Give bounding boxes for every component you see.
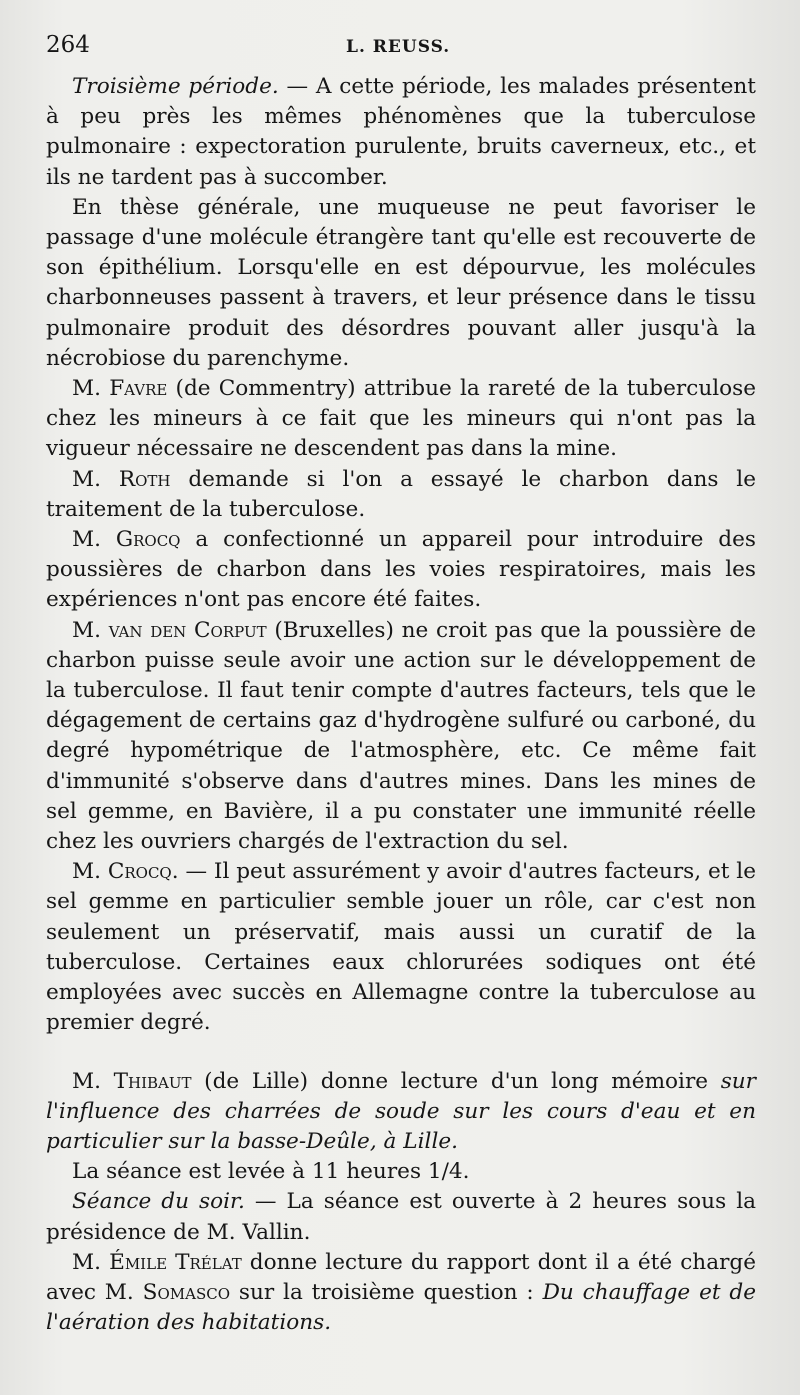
paragraph-p8 <box>46 1067 756 1158</box>
speaker-name: Roth <box>118 466 171 492</box>
paragraph-p7 <box>46 857 756 1038</box>
paragraph-p3 <box>46 374 756 465</box>
paragraph-p10 <box>46 1187 756 1247</box>
speaker-name: Favre <box>109 376 168 402</box>
text-run: M. <box>72 859 108 885</box>
text-run: a confectionné un appareil pour introduire des poussières de charbon dans les voies respiratoires, mais les expériences n'ont pas encore été faites. <box>46 527 756 613</box>
text-run: M. <box>72 1249 110 1275</box>
text-run: (de Lille) donne lecture d'un long mémoire <box>191 1068 721 1094</box>
speaker-name: Émile Trélat <box>109 1249 242 1275</box>
text-run: M. <box>72 376 110 402</box>
speaker-name: van den Corput <box>108 617 267 643</box>
italic-text: Du chauffage et de l'aération des habitations. <box>46 1279 756 1336</box>
text-run: En thèse générale, une muqueuse ne peut favoriser le passage d'une molécule étrangère tant qu'elle est recouverte de son épithélium. Lorsqu'elle en est dépourvue, les molécules charbonneuses passent à travers, et leur présence dans le tissu pulmonaire produit des désordres pouvant aller jusqu'à la nécrobiose du parenchyme. <box>46 194 756 371</box>
text-run: M. <box>72 1068 114 1094</box>
speaker-name: Crocq <box>107 859 172 885</box>
paragraph-p6 <box>46 616 756 858</box>
paragraph-p1 <box>46 72 756 193</box>
text-run: — A cette période, les malades présentent à peu près les mêmes phénomènes que la tuberculose pulmonaire : expectoration purulente, bruits caverneux, etc., et ils ne tardent pas à succomber. <box>46 74 756 190</box>
paragraph-p5 <box>46 525 756 616</box>
italic-text: sur l'influence des charrées de soude sur les cours d'eau et en particulier sur la basse-Deûle, à Lille. <box>46 1068 756 1154</box>
text-run: — La séance est ouverte à 2 heures sous la présidence de M. Vallin. <box>46 1189 756 1245</box>
paragraph-gap <box>46 1039 756 1067</box>
paragraph-p9 <box>46 1157 756 1187</box>
paragraph-p11 <box>46 1248 756 1339</box>
text-run: sur la troisième question : <box>230 1279 543 1305</box>
paragraph-p2 <box>46 193 756 374</box>
italic-text: Séance du soir. <box>72 1189 245 1215</box>
speaker-name: Grocq <box>115 527 181 553</box>
page-header <box>46 32 756 72</box>
text-run: demande si l'on a essayé le charbon dans le traitement de la tuberculose. <box>46 466 756 522</box>
text-run: (de Commentry) attribue la rareté de la tuberculose chez les mineurs à ce fait que les mineurs qui n'ont pas la vigueur nécessaire ne descendent pas dans la mine. <box>46 376 756 462</box>
text-run: M. <box>72 617 109 643</box>
text-run: . — Il peut assurément y avoir d'autres facteurs, et le sel gemme en particulier semble jouer un rôle, car c'est non seulement un préservatif, mais aussi un curatif de la tuberculose. Certaines eaux chlorurées sodiques ont été employées avec succès en Allemagne contre la tuberculose au premier degré. <box>46 859 756 1036</box>
italic-text: Troisième période. <box>72 74 279 99</box>
body-text <box>46 72 756 1338</box>
speaker-name: Thibaut <box>113 1068 192 1094</box>
text-run: M. <box>72 527 116 553</box>
text-run: donne lecture du rapport dont il a été chargé avec M. <box>46 1249 757 1305</box>
paragraph-p4 <box>46 465 756 525</box>
text-run: La séance est levée à 11 heures 1/4. <box>72 1159 470 1185</box>
page-number: 264 <box>46 32 90 58</box>
speaker-name: Somasco <box>142 1279 230 1305</box>
running-head: L. REUSS. <box>346 37 451 57</box>
text-run: (Bruxelles) ne croit pas que la poussière de charbon puisse seule avoir une action sur le développement de la tuberculose. Il faut tenir compte d'autres facteurs, tels que le dégagement de certains gaz d'hydrogène sulfuré ou carboné, du degré hypométrique de l'atmosphère, etc. Ce même fait d'immunité s'observe dans d'autres mines. Dans les mines de sel gemme, en Bavière, il a pu constater une immunité réelle chez les ouvriers chargés de l'extraction du sel. <box>46 617 756 855</box>
text-run: M. <box>72 466 119 492</box>
